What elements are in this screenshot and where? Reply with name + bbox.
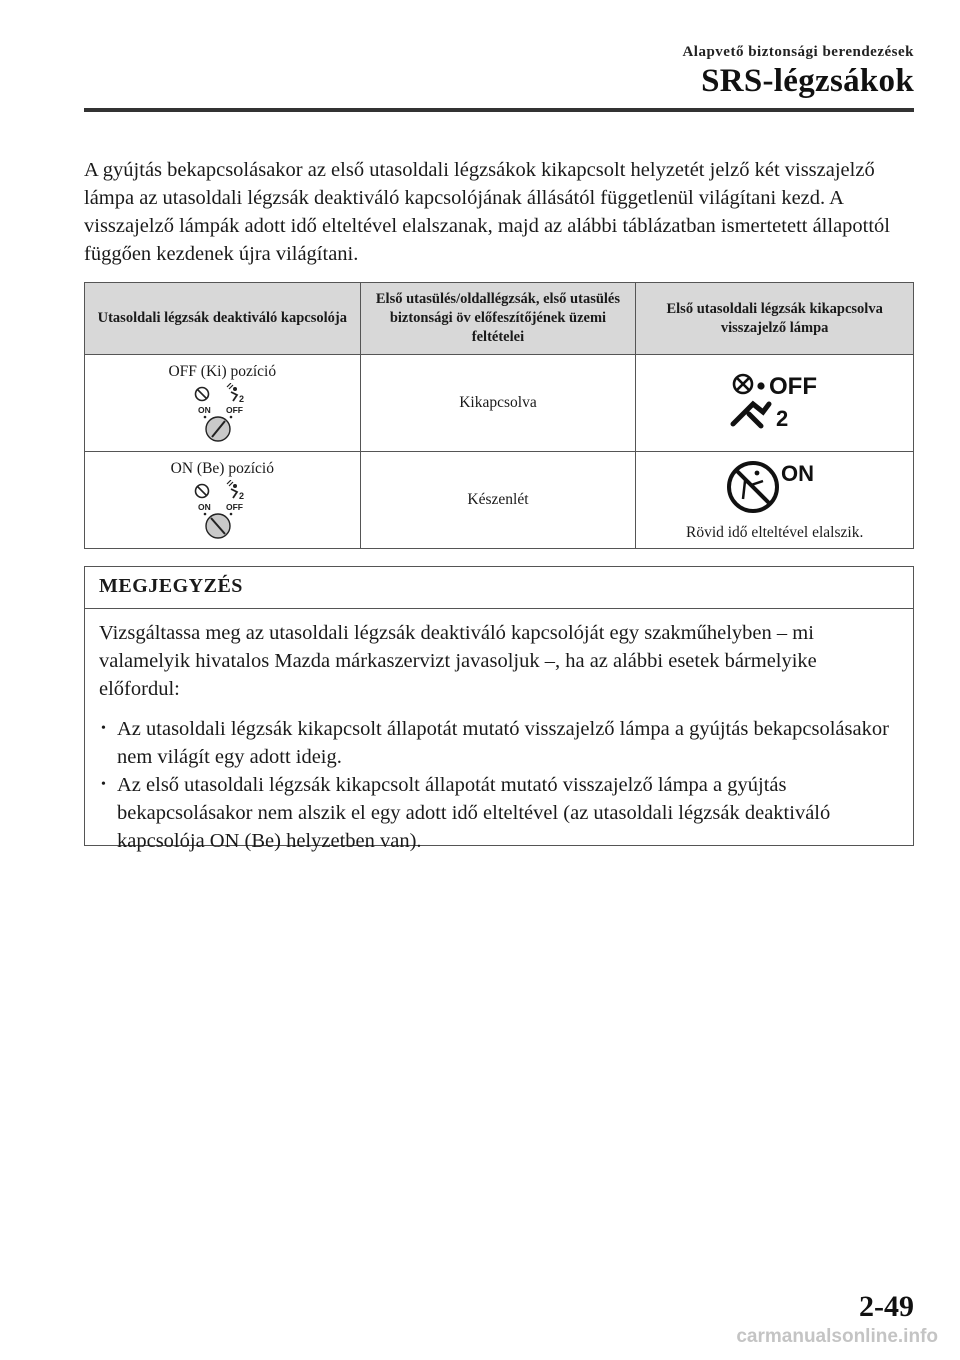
note-title: MEGJEGYZÉS <box>85 567 913 609</box>
section-title: Alapvető biztonsági berendezések <box>682 44 914 60</box>
svg-text:OFF: OFF <box>768 372 817 400</box>
indicator-lamp-cell <box>636 452 914 549</box>
table-header-lamp: Első utasoldali légzsák kikapcsolva visszajelző lámpa <box>636 283 914 355</box>
operating-status-cell: Kikapcsolva <box>360 355 636 452</box>
note-list <box>99 715 899 855</box>
switch-position-cell <box>85 452 361 549</box>
page-number: 2-49 <box>859 1290 914 1323</box>
note-paragraph: Vizsgáltassa meg az utasoldali légzsák deaktiváló kapcsolóját egy szakműhelyben – mi valamelyik hivatalos Mazda márkaszervizt javasoljuk –, ha az alábbi esetek bármelyike előfordul: <box>99 622 817 700</box>
list-item: • Az első utasoldali légzsák kikapcsolt állapotát mutató visszajelző lámpa a gyújtás bekapcsolásakor nem alszik el egy adott idő elteltével (az utasoldali légzsák deaktiváló kapcsolója ON (Be) helyzetben van). <box>99 771 899 855</box>
table-row <box>85 452 914 549</box>
airbag-on-indicator-icon <box>723 459 827 515</box>
list-item: • Az utasoldali légzsák kikapcsolt állapotát mutató visszajelző lámpa a gyújtás bekapcsolásakor nem világít egy adott ideig. <box>99 715 899 771</box>
lamp-note: Rövid idő elteltével elalszik. <box>685 523 864 541</box>
watermark: carmanualsonline.info <box>736 1326 938 1347</box>
svg-text:ON: ON <box>198 405 212 415</box>
airbag-off-indicator-icon <box>723 368 827 434</box>
switch-position-label: ON (Be) pozíció <box>170 460 274 477</box>
indicator-lamp-cell <box>636 355 914 452</box>
header-rule <box>84 108 914 112</box>
switch-position-cell <box>85 355 361 452</box>
svg-text:OFF: OFF <box>226 502 244 512</box>
note-box <box>84 566 914 852</box>
table-header-conditions: Első utasülés/oldallégzsák, első utasülés biztonsági öv előfeszítőjének üzemi feltételei <box>360 283 636 355</box>
table-row <box>85 355 914 452</box>
svg-text:ON: ON <box>198 502 212 512</box>
svg-text:ON: ON <box>780 460 814 486</box>
deactivation-switch-on-icon <box>182 480 262 542</box>
deactivation-switch-off-icon <box>182 383 262 445</box>
svg-text:2: 2 <box>239 491 245 501</box>
operating-status-cell: Készenlét <box>360 452 636 549</box>
svg-text:2: 2 <box>775 405 788 431</box>
page-header <box>682 44 914 100</box>
intro-paragraph: A gyújtás bekapcsolásakor az első utasoldali légzsákok kikapcsolt helyzetét jelző két visszajelző lámpa az utasoldali légzsák deaktiváló kapcsolójának állásától függetlenül világítani kezd. A visszajelző lámpák adott idő elteltével elalszanak, majd az alábbi táblázatban ismertetett állapottól függően kezdenek újra világítani. <box>84 159 891 265</box>
switch-position-label: OFF (Ki) pozíció <box>168 363 277 380</box>
table-header-row <box>85 283 914 355</box>
airbag-status-table <box>84 282 914 549</box>
chapter-title: SRS-légzsákok <box>701 63 914 99</box>
note-body <box>85 609 913 865</box>
svg-text:OFF: OFF <box>226 405 244 415</box>
table-header-switch: Utasoldali légzsák deaktiváló kapcsolója <box>85 283 361 355</box>
svg-text:2: 2 <box>239 394 245 404</box>
